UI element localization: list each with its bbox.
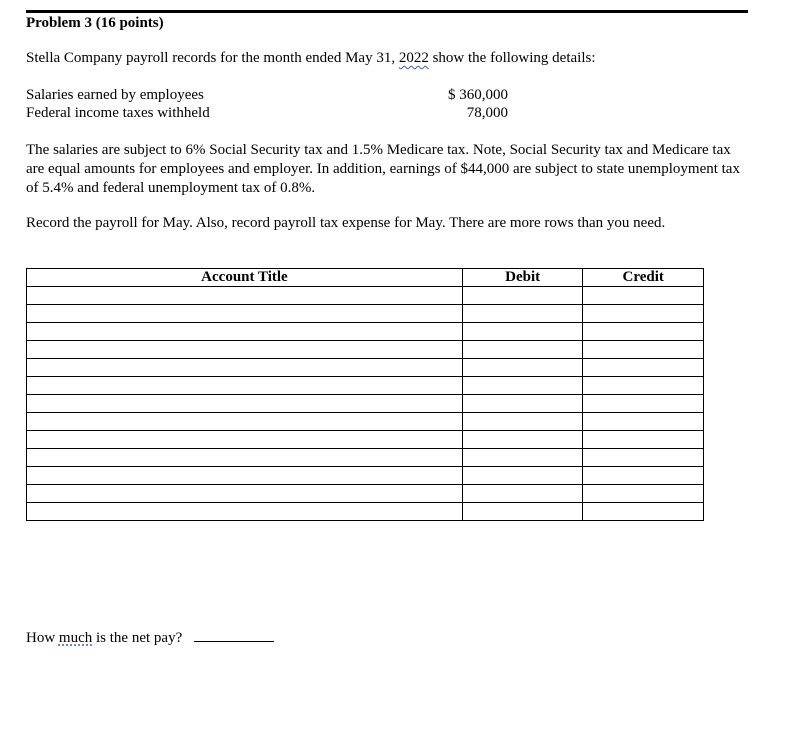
account-cell[interactable] bbox=[27, 467, 463, 485]
payroll-details bbox=[26, 87, 508, 123]
detail-row-salaries bbox=[26, 87, 508, 105]
journal-row bbox=[27, 431, 704, 449]
intro-year: 2022 bbox=[398, 50, 429, 66]
journal-body bbox=[27, 287, 704, 521]
journal-row bbox=[27, 341, 704, 359]
credit-cell[interactable] bbox=[583, 341, 704, 359]
journal-row bbox=[27, 323, 704, 341]
credit-cell[interactable] bbox=[583, 503, 704, 521]
debit-cell[interactable] bbox=[462, 305, 583, 323]
credit-cell[interactable] bbox=[583, 395, 704, 413]
tax-paragraph: The salaries are subject to 6% Social Security tax and 1.5% Medicare tax. Note, Social Security tax and Medicare tax are equal amounts for employees and employer. In addition, earnings of $44,000 are subject to state unemployment tax of 5.4% and federal unemployment tax of 0.8%. bbox=[26, 142, 740, 196]
debit-cell[interactable] bbox=[462, 359, 583, 377]
credit-cell[interactable] bbox=[583, 413, 704, 431]
journal-row bbox=[27, 377, 704, 395]
journal-row bbox=[27, 503, 704, 521]
debit-cell[interactable] bbox=[462, 377, 583, 395]
detail-label: Federal income taxes withheld bbox=[26, 105, 210, 121]
problem-intro bbox=[26, 50, 596, 67]
journal-row bbox=[27, 395, 704, 413]
credit-cell[interactable] bbox=[583, 305, 704, 323]
account-cell[interactable] bbox=[27, 395, 463, 413]
account-cell[interactable] bbox=[27, 431, 463, 449]
debit-cell[interactable] bbox=[462, 341, 583, 359]
account-cell[interactable] bbox=[27, 359, 463, 377]
net-pay-answer-blank[interactable] bbox=[194, 629, 274, 642]
debit-cell[interactable] bbox=[462, 287, 583, 305]
journal-row bbox=[27, 413, 704, 431]
header-debit: Debit bbox=[462, 269, 583, 287]
credit-cell[interactable] bbox=[583, 359, 704, 377]
credit-cell[interactable] bbox=[583, 467, 704, 485]
credit-cell[interactable] bbox=[583, 377, 704, 395]
debit-cell[interactable] bbox=[462, 485, 583, 503]
journal-row bbox=[27, 467, 704, 485]
detail-amount: 78,000 bbox=[466, 105, 508, 121]
credit-cell[interactable] bbox=[583, 323, 704, 341]
intro-pre: Stella Company payroll records for the month ended May 31, bbox=[26, 50, 399, 66]
debit-cell[interactable] bbox=[462, 395, 583, 413]
problem-title: Problem 3 (16 points) bbox=[26, 15, 164, 31]
detail-amount: $ 360,000 bbox=[448, 87, 508, 103]
journal-row bbox=[27, 287, 704, 305]
journal-row bbox=[27, 359, 704, 377]
account-cell[interactable] bbox=[27, 287, 463, 305]
top-rule bbox=[26, 10, 748, 13]
credit-cell[interactable] bbox=[583, 449, 704, 467]
header-credit: Credit bbox=[583, 269, 704, 287]
debit-cell[interactable] bbox=[462, 323, 583, 341]
intro-post: show the following details: bbox=[428, 50, 596, 66]
journal-header-row bbox=[27, 269, 704, 287]
account-cell[interactable] bbox=[27, 485, 463, 503]
account-cell[interactable] bbox=[27, 341, 463, 359]
account-cell[interactable] bbox=[27, 449, 463, 467]
journal-row bbox=[27, 485, 704, 503]
credit-cell[interactable] bbox=[583, 287, 704, 305]
debit-cell[interactable] bbox=[462, 503, 583, 521]
net-pay-underlined: much bbox=[58, 630, 93, 646]
debit-cell[interactable] bbox=[462, 413, 583, 431]
journal-row bbox=[27, 305, 704, 323]
account-cell[interactable] bbox=[27, 413, 463, 431]
detail-row-federal-tax bbox=[26, 105, 508, 123]
debit-cell[interactable] bbox=[462, 467, 583, 485]
net-pay-pre: How bbox=[26, 630, 59, 646]
journal-table bbox=[26, 268, 704, 521]
debit-cell[interactable] bbox=[462, 431, 583, 449]
debit-cell[interactable] bbox=[462, 449, 583, 467]
net-pay-post: is the net pay? bbox=[92, 630, 183, 646]
detail-label: Salaries earned by employees bbox=[26, 87, 204, 103]
account-cell[interactable] bbox=[27, 503, 463, 521]
net-pay-question bbox=[26, 629, 274, 647]
account-cell[interactable] bbox=[27, 377, 463, 395]
instruction-text: Record the payroll for May. Also, record payroll tax expense for May. There are more rows than you need. bbox=[26, 215, 666, 231]
journal-row bbox=[27, 449, 704, 467]
account-cell[interactable] bbox=[27, 305, 463, 323]
credit-cell[interactable] bbox=[583, 431, 704, 449]
account-cell[interactable] bbox=[27, 323, 463, 341]
header-account-title: Account Title bbox=[27, 269, 463, 287]
credit-cell[interactable] bbox=[583, 485, 704, 503]
